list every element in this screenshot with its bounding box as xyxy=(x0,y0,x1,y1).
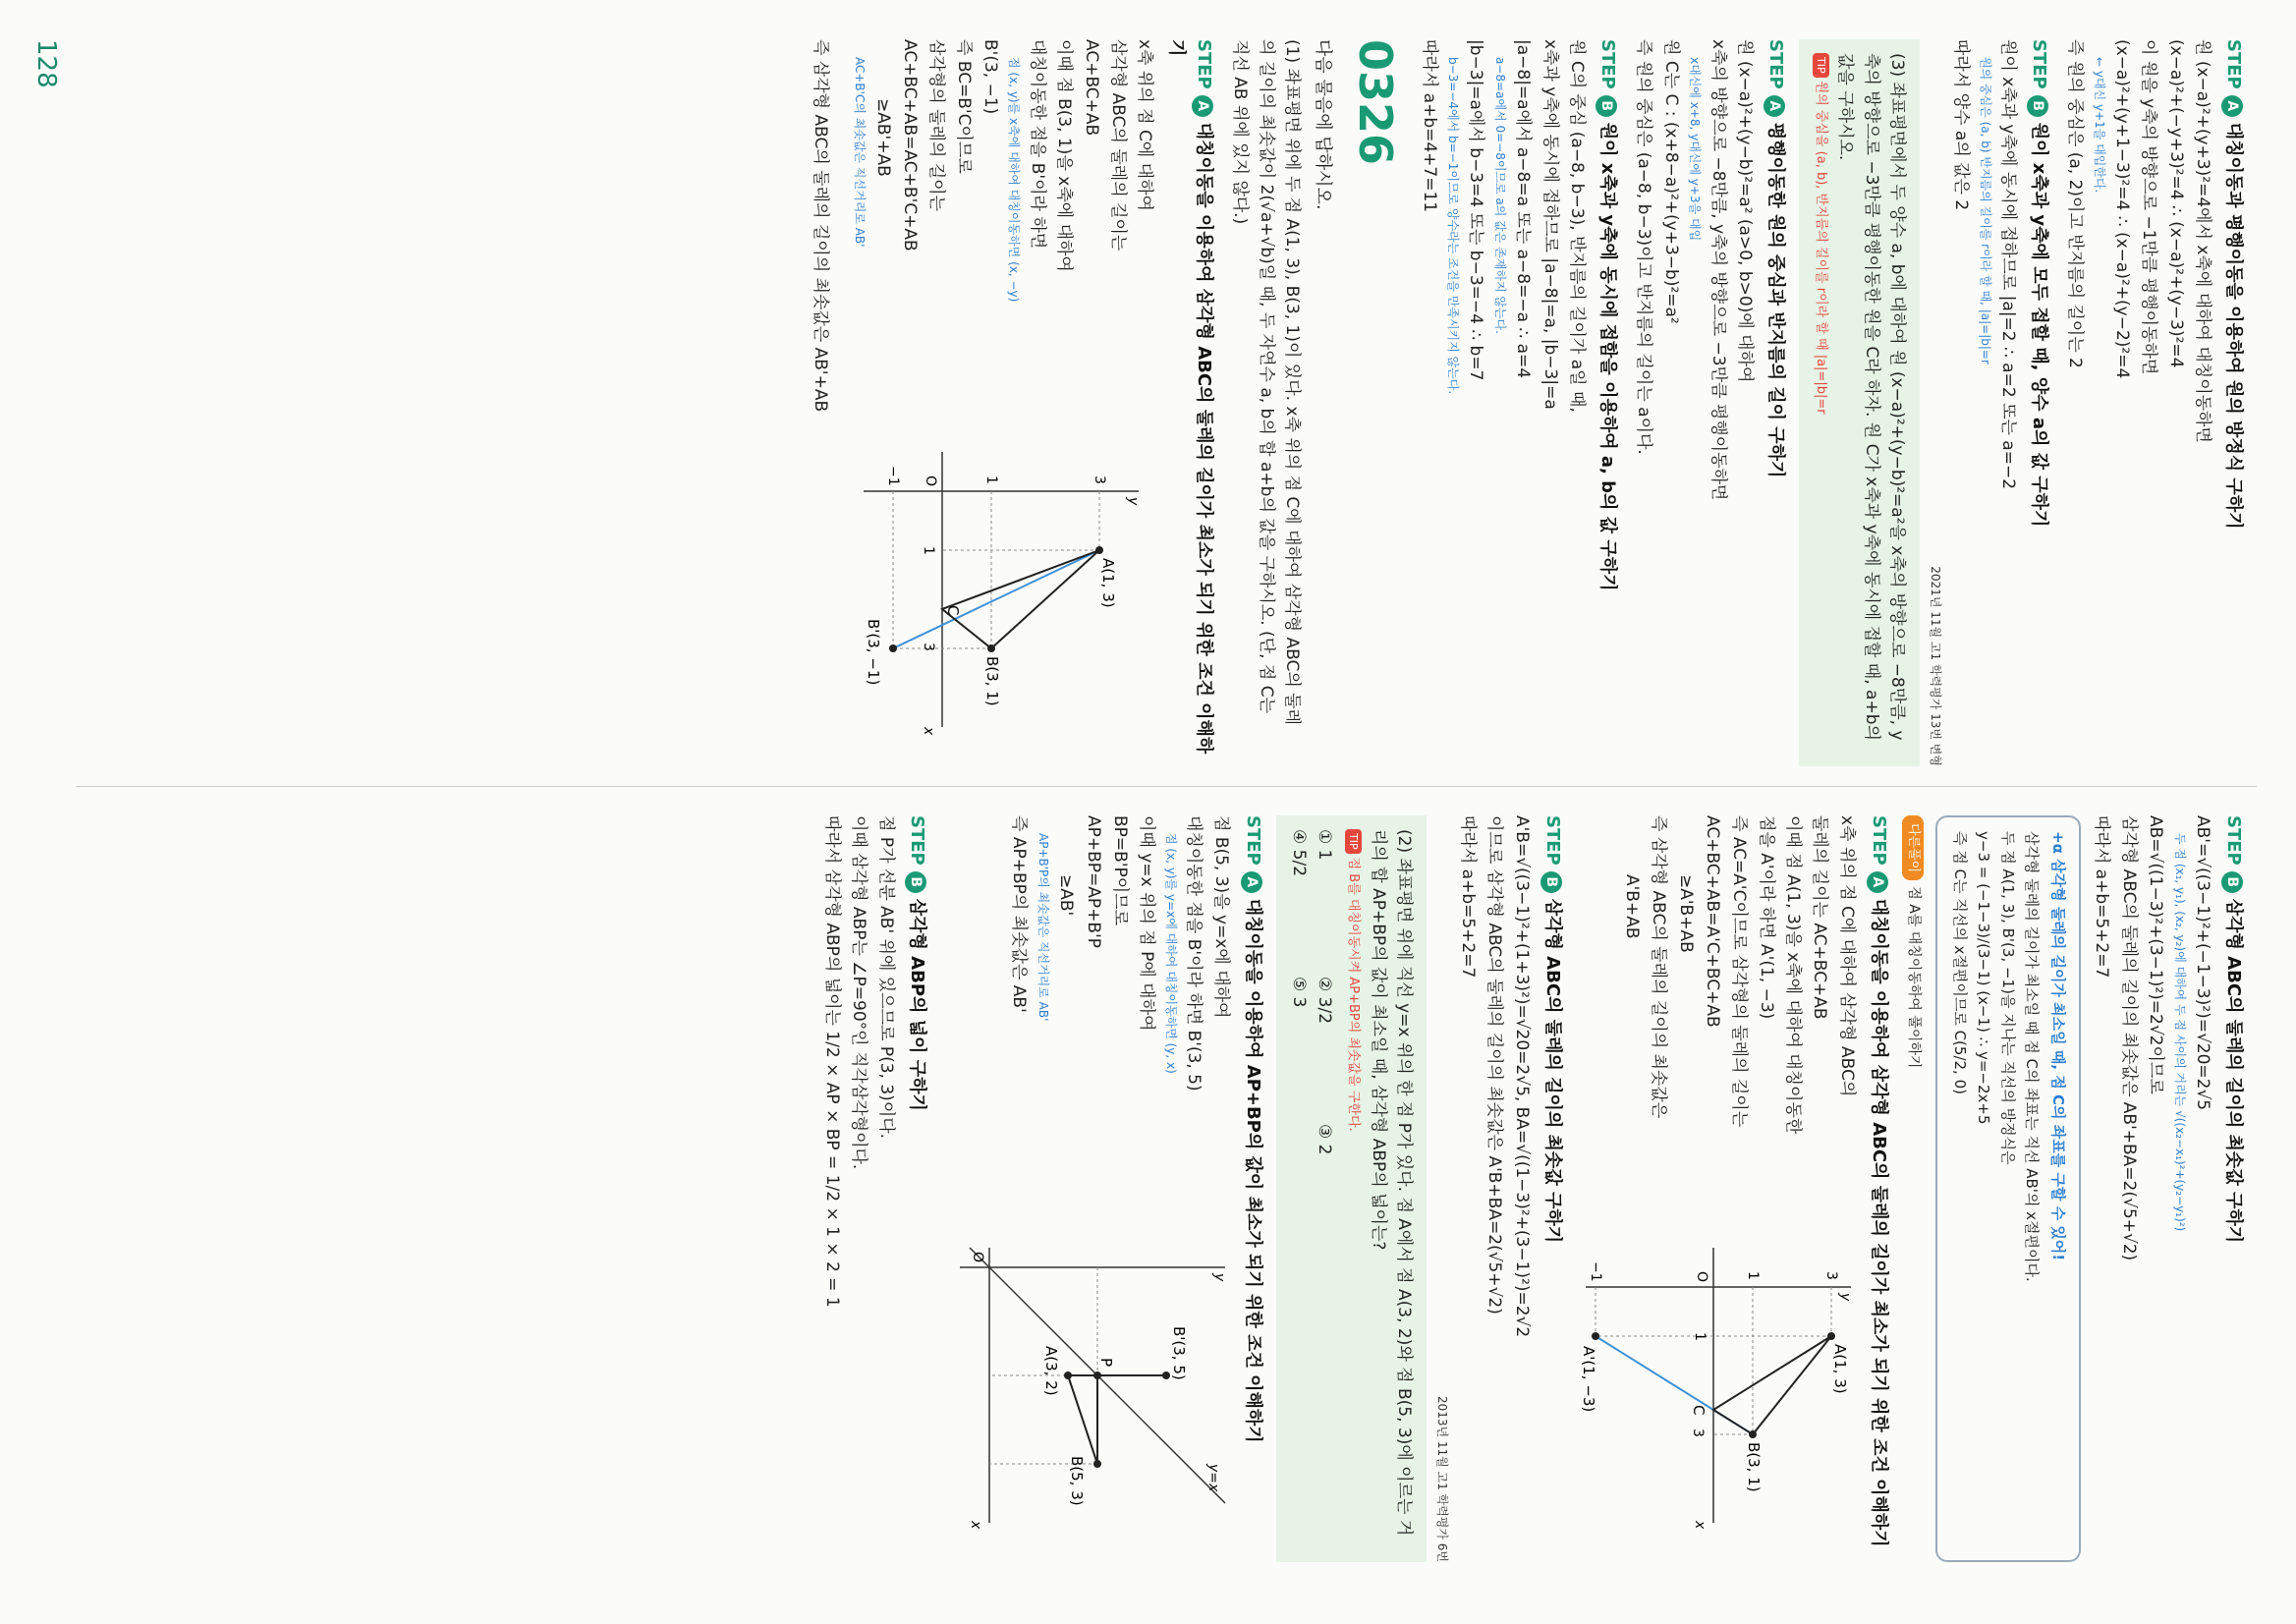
label-a: A(3, 2) xyxy=(1041,1346,1060,1396)
problem-3-text: (3) 좌표평면에서 두 양수 a, b에 대하여 원 (x−a)²+(y−b)²=a²을 x축의 방향으로 −8만큼, y축의 방향으로 −3만큼 평행이동한 원을 C라 하자. 원 C가 x축과 y축에 동시에 접할 때, a+b의 값을 구하시오. xyxy=(1835,53,1908,741)
text-line: 즉 원의 중심은 (a−8, b−3)이고 반지름의 길이는 a이다. xyxy=(1634,39,1654,455)
tick-x-3: 3 xyxy=(921,643,937,651)
label-b-prime: B'(3, 5) xyxy=(1169,1326,1188,1380)
segment-ab-prime xyxy=(893,550,1099,648)
text-line: 원이 x축과 y축에 동시에 접하므로 |a|=2 ∴ a=2 또는 a=−2 xyxy=(1997,39,2018,490)
text-line: 이므로 삼각형 ABC의 둘레의 길이의 최솟값은 A'B+BA=2(√5+√2) xyxy=(1484,815,1505,1315)
axis-y-label: y xyxy=(1210,1273,1227,1282)
text-line: B'(3, −1) xyxy=(980,39,1000,115)
axis-y-label: y xyxy=(1125,497,1142,506)
point-b xyxy=(1749,1430,1757,1438)
text-line: A'B=√((3−1)²+(1+3)²)=√20=2√5, BA=√((1−3)²+(3−1)²)=2√2 xyxy=(1511,815,1532,1338)
choice-2[interactable]: ② 3/2 xyxy=(1315,977,1335,1025)
point-a xyxy=(1095,546,1103,554)
text-line: 원 C는 C : (x+8−a)²+(y+3−b)²=a² xyxy=(1660,39,1681,324)
text-line: y−3 = (−1−3)/(3−1) (x−1) ∴ y=−2x+5 xyxy=(1975,831,1993,1125)
conclusion: 따라서 a+b=5+2=7 xyxy=(1458,815,1479,979)
page-number: 128 xyxy=(31,39,61,88)
text-line: 이때 점 A(1, 3)을 x축에 대하여 대칭이동한 xyxy=(1782,815,1803,1135)
tip-line: TIP점 B를 대칭이동시켜 AP+BP의 최솟값을 구한다. xyxy=(1343,829,1363,1548)
text-line: 즉 점 C는 직선의 x절편이므로 C(5/2, 0) xyxy=(1951,831,1970,1094)
text-line: (x−a)²+(−y+3)²=4 ∴ (x−a)²+(y−3)²=4 xyxy=(2165,39,2186,368)
text-line: 삼각형 ABC의 둘레의 길이는 xyxy=(1107,39,1128,252)
axis-x-label: x xyxy=(921,727,937,736)
text-line: 대칭이동한 점을 B'이라 하면 B'(3, 5) xyxy=(1184,815,1204,1092)
step-a-header: STEPA대칭이동과 평행이동을 이용하여 원의 방정식 구하기 xyxy=(2223,39,2244,530)
text-line: AB'=√((3−1)²+(−1−3)²)=√20=2√5 xyxy=(2193,815,2213,1111)
label-origin: O xyxy=(1693,1271,1709,1283)
label-a-prime: A'(1, −3) xyxy=(1579,1346,1597,1413)
text-line: 두 점 A(1, 3), B'(3, −1)을 지나는 직선의 방정식은 xyxy=(1998,831,2017,1165)
text-line: 둘레의 길이는 AC+BC+AB xyxy=(1810,815,1830,1020)
graph-alt-triangle xyxy=(1576,1228,1861,1542)
text-line: 삼각형 ABC의 둘레의 길이의 최솟값은 AB'+BA=2(√5+√2) xyxy=(2118,815,2139,1261)
step-a-header: STEPA평행이동한 원의 중심과 반지름의 길이 구하기 xyxy=(1764,39,1786,478)
side-note: 점 (x, y)를 y=x에 대하여 대칭이동하면 (y, x) xyxy=(1164,833,1179,1074)
text-line: 원 (x−a)²+(y−b)²=a² (a>0, b>0)에 대하여 xyxy=(1734,39,1755,383)
axis-y-label: y xyxy=(1836,1293,1853,1302)
text-line: AB=√((1−3)²+(3−1)²)=2√2이므로 xyxy=(2146,815,2166,1094)
graph-triangle-abc xyxy=(854,432,1148,747)
label-a: A(1, 3) xyxy=(1099,558,1118,608)
question-1: (1) 좌표평면 위에 두 점 A(1, 3), B(3, 1)이 있다. x축 위의 점 C에 대하여 삼각형 ABC의 둘레의 길이의 최솟값이 2(√a+√b)일 때, 두 자연수 a, b의 합 a+b의 값을 구하시오. (단, 점 C는 직선 AB 위에 있지 않다.) xyxy=(1230,39,1303,725)
point-b xyxy=(1093,1460,1101,1468)
text-line: x축의 방향으로 −8만큼, y축의 방향으로 −3만큼 평행이동하면 xyxy=(1708,39,1728,501)
column-bottom-left xyxy=(818,815,2257,1562)
step-a-header: STEPA대칭이동을 이용하여 삼각형 ABC의 둘레의 길이가 최소가 되기 위한 조건 이해하기 xyxy=(1868,815,1889,1547)
answer-choices xyxy=(1286,829,1338,1548)
alt-solution-badge: 다른풀이 xyxy=(1902,815,1924,880)
point-a xyxy=(1827,1332,1835,1340)
text-line: 삼각형 둘레의 길이가 최소일 때 점 C의 좌표는 직선 AB'의 x절편이다. xyxy=(2022,831,2041,1282)
alt-solution-with-graph xyxy=(1576,815,1861,1562)
label-origin: O xyxy=(969,1252,985,1263)
axis-x-label: x xyxy=(1691,1521,1708,1530)
text-line: x축과 y축에 동시에 접하므로 |a−8|=a, |b−3|=a xyxy=(1540,39,1560,410)
tick-x-1: 1 xyxy=(1691,1332,1708,1341)
side-note: 점 (x, y)를 x축에 대하여 대칭이동하면 (x, −y) xyxy=(1007,57,1022,303)
text-line: ≥A'B+AB xyxy=(1675,874,1696,953)
step-a-header: STEPA대칭이동을 이용하여 AP+BP의 값이 최소가 되기 위한 조건 이해하기 xyxy=(1242,815,1263,1443)
text-line: (x−a)²+(y+1−3)²=4 ∴ (x−a)²+(y−2)²=4 xyxy=(2112,39,2133,379)
point-a xyxy=(1064,1372,1072,1379)
text-line: 원 C의 중심 (a−8, b−3), 반지름의 길이가 a일 때, xyxy=(1567,39,1588,413)
text-line: 즉 삼각형 ABC의 둘레의 길이의 최솟값은 AB'+AB xyxy=(811,39,831,413)
label-b: B(3, 1) xyxy=(1744,1442,1763,1492)
choice-3[interactable]: ③ 2 xyxy=(1315,1124,1335,1155)
tick-y-1: 1 xyxy=(983,476,1000,484)
text-line: x축 위의 점 C에 대하여 xyxy=(1135,39,1155,211)
choice-4[interactable]: ④ 5/2 xyxy=(1288,829,1309,877)
text-line: AC+BC+AB xyxy=(1081,39,1101,137)
text-line: A'B+AB xyxy=(1621,874,1642,939)
tick-y-neg1: −1 xyxy=(885,466,902,486)
tick-x-3: 3 xyxy=(1689,1428,1706,1437)
tick-y-neg1: −1 xyxy=(1587,1261,1603,1282)
step-b-header: STEPB삼각형 ABC의 둘레의 길이의 최솟값 구하기 xyxy=(1541,815,1563,1244)
text-line: 이 원을 y축의 방향으로 −1만큼 평행이동하면 xyxy=(2139,39,2159,375)
text-line: 이때 삼각형 ABP는 ∠P=90°인 직각삼각형이다. xyxy=(849,815,869,1170)
tick-y-3: 3 xyxy=(1822,1271,1839,1280)
conclusion: 따라서 a+b=5+2=7 xyxy=(2092,815,2112,979)
text-line: x축 위의 점 C에 대하여 삼각형 ABC의 xyxy=(1836,815,1857,1097)
conclusion: 따라서 삼각형 ABP의 넓이는 1/2 × AP × BP = 1/2 × 1 × 2 = 1 xyxy=(822,815,843,1308)
label-p: P xyxy=(1096,1358,1115,1368)
tipbox-title: +α 삼각형 둘레의 길이가 최소일 때, 점 C의 좌표를 구할 수 있어! xyxy=(2049,831,2068,1261)
text-line: 즉 BC=B'C이므로 xyxy=(953,39,974,174)
conclusion: 따라서 양수 a의 값은 2 xyxy=(1950,39,1971,211)
text-line: 이때 점 B(3, 1)을 x축에 대하여 xyxy=(1054,39,1075,272)
triangle-abc xyxy=(1713,1336,1831,1434)
step-b-header: STEPB원이 x축과 y축에 동시에 접함을 이용하여 a, b의 값 구하기 xyxy=(1597,39,1618,591)
text-line: 원 (x−a)²+(y+3)²=4에서 x축에 대하여 대칭이동하면 xyxy=(2193,39,2213,443)
side-note: a−8=a에서 0=−8이므로 a의 값은 존재하지 않는다. xyxy=(1493,57,1508,334)
problem-3-box xyxy=(1799,39,1920,766)
tip-line: TIP원의 중심을 (a, b), 반지름의 길이를 r이라 할 때 |a|=|b|=r xyxy=(1811,53,1830,753)
side-note: 원의 중심은 (a, b) 반지름의 길이를 r이라 할 때, |a|=|b|=r xyxy=(1978,57,1992,364)
text-line: 점 P가 선분 AB' 위에 있으므로 P(3, 3)이다. xyxy=(875,815,896,1140)
text-line: 삼각형의 둘레의 길이는 xyxy=(926,39,947,212)
step-a-header: STEPA대칭이동을 이용하여 삼각형 ABC의 둘레의 길이가 최소가 되기 위한 조건 이해하기 xyxy=(1166,39,1214,755)
text-line: AC+BC+AB=AC+B'C+AB xyxy=(899,39,920,252)
tick-y-1: 1 xyxy=(1744,1271,1761,1280)
label-origin: O xyxy=(923,476,939,487)
text-line: 점을 A'이라 하면 A'(1, −3) xyxy=(1756,815,1776,1020)
step-b-header: STEPB삼각형 ABC의 둘레의 길이의 최솟값 구하기 xyxy=(2223,815,2244,1244)
alt-solution-header: 다른풀이점 A를 대칭이동하여 풀이하기 xyxy=(1902,815,1928,1562)
tick-y-3: 3 xyxy=(1092,476,1108,484)
solution-text xyxy=(1618,815,1861,1208)
side-note: 두 점 (x₁, y₁), (x₂, y₂)에 대하여 두 점 사이의 거리는 √((x₂−x₁)²+(y₂−y₁)²) xyxy=(2172,833,2187,1232)
problem-2-box xyxy=(1276,815,1428,1562)
label-c: C xyxy=(944,605,963,616)
label-a: A(1, 3) xyxy=(1830,1344,1849,1394)
text-line: 대칭이동한 점을 B'이라 하면 xyxy=(1027,39,1047,250)
label-b-prime: B'(3, −1) xyxy=(865,619,883,686)
axis-x-label: x xyxy=(967,1521,983,1530)
side-note: x대신에 x+8, y대신에 y+3을 대입 xyxy=(1688,57,1703,242)
question-2: (2) 좌표평면 위에 직선 y=x 위의 한 점 P가 있다. 점 A에서 점 A(3, 2)와 점 B(5, 3)에 이르는 거리의 합 AP+BP의 값이 최소일 때, 삼각형 ABP의 넓이는? xyxy=(1368,829,1415,1537)
text-line: |b−3|=a에서 b−3=4 또는 b−3=−4 ∴ b=7 xyxy=(1466,39,1486,381)
problem-source: 2013년 11월 고1 학력평가 6번 xyxy=(1434,1395,1449,1562)
step-b-header: STEPB원이 x축과 y축에 모두 접할 때, 양수 a의 값 구하기 xyxy=(2028,39,2049,528)
text-line: 이때 y=x 위의 점 P에 대하여 xyxy=(1137,815,1157,1032)
graph-line-y-equals-x xyxy=(950,1228,1235,1542)
step-b-header: STEPB삼각형 ABP의 넓이 구하기 xyxy=(906,815,927,1111)
text-line: 즉 AP+BP의 최솟값은 AB' xyxy=(1009,815,1030,1013)
problem-number: 0326 xyxy=(1349,39,1403,166)
column-divider xyxy=(76,786,2257,787)
triangle-abc xyxy=(942,550,1099,648)
solution-text xyxy=(849,39,1159,413)
text-line: ≥AB' xyxy=(1056,874,1077,917)
text-line: 즉 원의 중심은 (a, 2)이고 반지름의 길이는 2 xyxy=(2065,39,2086,368)
solution-text xyxy=(1005,815,1235,1208)
text-line: AC+BC+AB=A'C+BC+AB xyxy=(1702,815,1722,1028)
tick-x-1: 1 xyxy=(921,546,937,555)
side-note: AC+B'C의 최솟값은 직선거리로 AB' xyxy=(853,57,868,248)
text-line: BP=B'P이므로 xyxy=(1110,815,1131,926)
label-b: B(5, 3) xyxy=(1067,1456,1086,1506)
label-c: C xyxy=(1689,1405,1708,1416)
choice-5[interactable]: ⑤ 3 xyxy=(1288,977,1309,1008)
text-line: 즉 AC=A'C이므로 삼각형의 둘레의 길이는 xyxy=(1729,815,1750,1128)
plus-alpha-tipbox xyxy=(1935,815,2081,1562)
text-line: 점 B(5, 3)을 y=x에 대하여 xyxy=(1210,815,1231,1019)
side-note: ← y대신 y+1을 대입한다. xyxy=(2092,57,2106,194)
point-b xyxy=(987,644,995,652)
label-b: B(3, 1) xyxy=(983,656,1002,706)
problem-source: 2021년 11월 고1 학력평가 13번 변형 xyxy=(1928,566,1942,766)
tip-badge: TIP xyxy=(1345,829,1362,854)
triangle-abp xyxy=(1068,1375,1097,1464)
tip-badge: TIP xyxy=(1813,53,1829,78)
point-b-prime xyxy=(1162,1372,1170,1379)
side-note: AP+B'P의 최솟값은 직선거리로 AB' xyxy=(1036,833,1051,1022)
conclusion: 따라서 a+b=4+7=11 xyxy=(1419,39,1439,213)
text-line: 즉 삼각형 ABC의 둘레의 길이의 최솟값은 xyxy=(1649,815,1669,1119)
text-line: ≥AB'+AB xyxy=(872,98,893,177)
point-a-prime xyxy=(1592,1332,1599,1340)
column-top-right xyxy=(807,39,2257,766)
point-b-prime xyxy=(889,644,897,652)
problem-title: 다음 물음에 답하시오. xyxy=(1312,39,1333,210)
text-line: AP+BP=AP+B'P xyxy=(1083,815,1103,948)
solution-with-graph xyxy=(834,39,1158,766)
side-note: b−3=−4에서 b=−1이므로 양수라는 조건을 만족시키지 않는다. xyxy=(1446,57,1461,395)
text-line: |a−8|=a에서 a−8=a 또는 a−8=−a ∴ a=4 xyxy=(1513,39,1534,379)
solution-with-graph xyxy=(940,815,1235,1562)
label-line: y=x xyxy=(1204,1464,1221,1492)
choice-1[interactable]: ① 1 xyxy=(1315,829,1335,861)
point-p xyxy=(1093,1372,1101,1379)
